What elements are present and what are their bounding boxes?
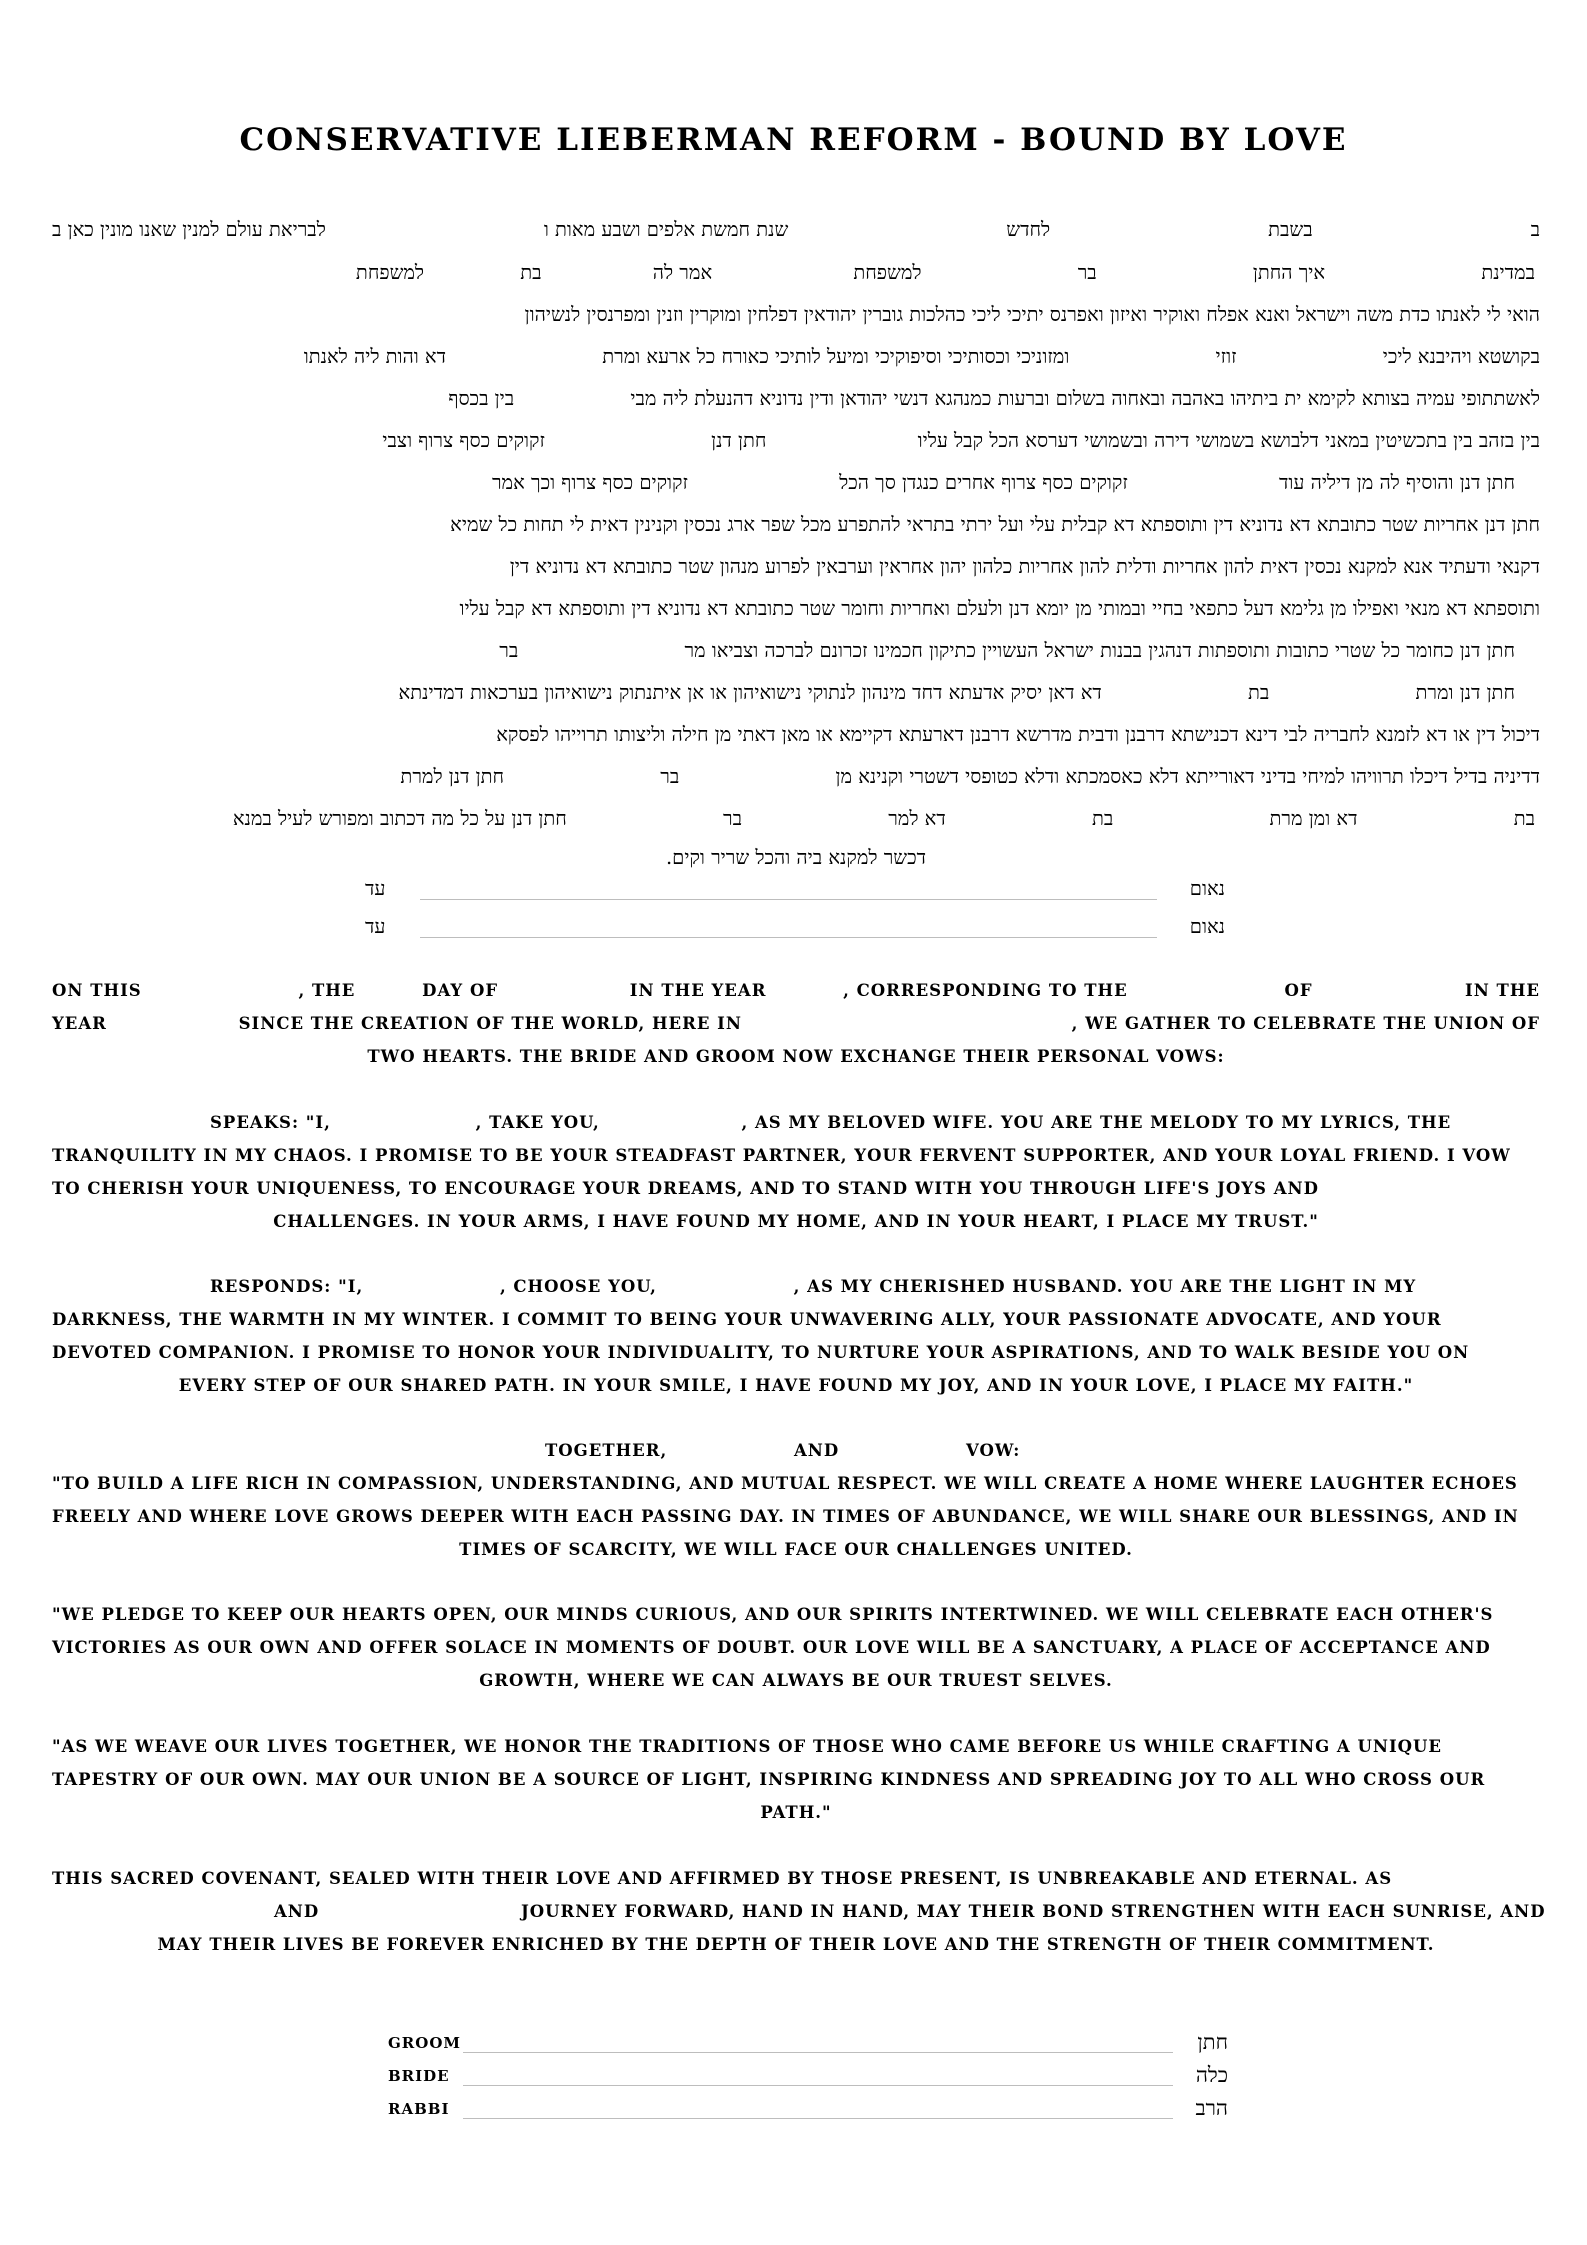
hebrew-line-4 xyxy=(52,345,1540,369)
hebrew-line-10: ותוספתא דא מנאי ואפילו מן גלימא דעל כתפאי בחיי ובמותי מן יומא דנן ולעלם ואחריות וחומר שטר כתובתא דא נדוניא דין ותוספתא דא קבל עליו xyxy=(459,597,1540,620)
hebrew-line-2 xyxy=(155,261,1535,285)
english-fragment: YEAR xyxy=(52,1014,107,1033)
english-p7-line-2 xyxy=(52,1902,1546,1921)
signature-label-en: RABBI xyxy=(388,2100,450,2118)
english-p3-line-2: DARKNESS, THE WARMTH IN MY WINTER. I COMMIT TO BEING YOUR UNWAVERING ALLY, YOUR PASSIONATE ADVOCATE, AND YOUR xyxy=(52,1310,1442,1329)
english-p5-line-1: "WE PLEDGE TO KEEP OUR HEARTS OPEN, OUR MINDS CURIOUS, AND OUR SPIRITS INTERTWINED. WE WILL CELEBRATE EACH OTHER'S xyxy=(52,1605,1494,1624)
hebrew-fragment: חתן דנן כחומר כל שטרי כתובות ותוספתות דנהגין בבנות ישראל העשויין כתיקון חכמינו זכרונם לברכה וצביאו מר xyxy=(684,639,1515,662)
hebrew-line-7 xyxy=(95,471,1515,495)
english-p2-line-1 xyxy=(52,1113,1540,1132)
english-p2-line-3: TO CHERISH YOUR UNIQUENESS, TO ENCOURAGE YOUR DREAMS, AND TO STAND WITH YOU THROUGH LIFE'S JOYS AND xyxy=(52,1179,1319,1198)
hebrew-fragment: דא למר xyxy=(888,807,946,830)
hebrew-fragment: חתן דנן והוסיף לה מן דיליה עוד xyxy=(1279,471,1515,494)
english-fragment: TOGETHER, xyxy=(545,1441,668,1460)
hebrew-fragment: בין בכסף xyxy=(448,387,515,410)
hebrew-fragment: בת xyxy=(1247,681,1270,704)
english-p6-line-1: "AS WE WEAVE OUR LIVES TOGETHER, WE HONOR THE TRADITIONS OF THOSE WHO CAME BEFORE US WHILE CRAFTING A UNIQUE xyxy=(52,1737,1442,1756)
witness-line-2 xyxy=(365,915,1225,945)
hebrew-fragment: למשפחת xyxy=(853,261,922,284)
hebrew-fragment: איך החתן xyxy=(1252,261,1326,284)
hebrew-fragment: בשבת xyxy=(1268,218,1313,241)
hebrew-line-16: דכשר למקנא ביה והכל שריר וקים. xyxy=(665,846,926,869)
hebrew-fragment: חתן דנן למרת xyxy=(400,765,505,788)
english-fragment: JOURNEY FORWARD, HAND IN HAND, MAY THEIR BOND STRENGTHEN WITH EACH SUNRISE, AND xyxy=(520,1902,1546,1921)
english-fragment: , TAKE YOU, xyxy=(475,1113,600,1132)
english-fragment: RESPONDS: "I, xyxy=(210,1277,364,1296)
english-p1-line-3: TWO HEARTS. THE BRIDE AND GROOM NOW EXCHANGE THEIR PERSONAL VOWS: xyxy=(367,1047,1225,1066)
english-p4-line-1: "TO BUILD A LIFE RICH IN COMPASSION, UNDERSTANDING, AND MUTUAL RESPECT. WE WILL CREATE A HOME WHERE LAUGHTER ECHOES xyxy=(52,1474,1518,1493)
signature-label-he: כלה xyxy=(1195,2063,1228,2087)
hebrew-fragment: שנת חמשת אלפים ושבע מאות ו xyxy=(543,218,789,241)
signature-label-en: GROOM xyxy=(388,2034,462,2052)
hebrew-line-5 xyxy=(52,387,1540,411)
english-fragment: , WE GATHER TO CELEBRATE THE UNION OF xyxy=(1071,1014,1540,1033)
english-p5-line-2: VICTORIES AS OUR OWN AND OFFER SOLACE IN MOMENTS OF DOUBT. OUR LOVE WILL BE A SANCTUARY, A PLACE OF ACCEPTANCE AND xyxy=(52,1638,1491,1657)
bride-signature-field[interactable] xyxy=(463,2085,1173,2086)
hebrew-fragment: ב xyxy=(1530,218,1540,241)
hebrew-fragment: חתן דנן על כל מה דכתוב ומפורש לעיל במנא xyxy=(232,807,567,830)
english-fragment: DAY OF xyxy=(422,981,499,1000)
english-fragment: , THE xyxy=(298,981,356,1000)
hebrew-fragment: בר xyxy=(723,807,743,830)
hebrew-fragment: בקושטא ויהיבנא ליכי xyxy=(1382,345,1540,368)
hebrew-line-1 xyxy=(52,218,1540,242)
hebrew-fragment: ומזוניכי וכסותיכי וסיפוקיכי ומיעל לותיכי כאורח כל ארעא ומרת xyxy=(602,345,1070,368)
hebrew-fragment: בת xyxy=(1513,807,1535,830)
english-p7-line-1: THIS SACRED COVENANT, SEALED WITH THEIR LOVE AND AFFIRMED BY THOSE PRESENT, IS UNBREAKABLE AND ETERNAL. AS xyxy=(52,1869,1393,1888)
hebrew-fragment: בת xyxy=(520,261,542,284)
english-p6-line-2: TAPESTRY OF OUR OWN. MAY OUR UNION BE A SOURCE OF LIGHT, INSPIRING KINDNESS AND SPREADING JOY TO ALL WHO CROSS OUR xyxy=(52,1770,1486,1789)
hebrew-line-3: הואי לי לאנתו כדת משה וישראל ואנא אפלח ואוקיר ואיזון ואפרנס יתיכי ליכי כהלכות גוברין יהודאין דפלחין ומוקרין וזנין ומפרנסין לנשיהון xyxy=(524,303,1540,326)
hebrew-fragment: בין בזהב בין בתכשיטין במאני דלבושא בשמושי דירה ובשמושי דערסא הכל קבל עליו xyxy=(917,429,1540,452)
hebrew-fragment: דא והות ליה לאנתו xyxy=(303,345,447,368)
hebrew-line-15 xyxy=(135,807,1535,831)
hebrew-fragment: דדיניה בדיל דיכלו תרוויהו למיחי בדיני דאורייתא דלא כאסמכתא ודלא כטופסי דשטרי וקנינא מן xyxy=(835,765,1540,788)
hebrew-fragment: בר xyxy=(1077,261,1097,284)
hebrew-fragment: לאשתתופי עמיה בצותא לקימא ית ביתיהו באהבה ובאחוה בשלום וברעות כמנהגא דנשי יהודאן ודין נדוניא דהנעלת ליה מבי xyxy=(630,387,1540,410)
hebrew-fragment: זקוקים כסף צרוף וצבי xyxy=(382,429,545,452)
hebrew-line-13: דיכול דין או דא לזמנא לחבריה לבי דינא דכנישתא דרבנן ודבית מדרשא דרבנן דארעתא דקיימא או מאן דאתי מן חילה וליצותו תרוייהו לפסקא xyxy=(496,723,1540,746)
hebrew-fragment: במדינת xyxy=(1481,261,1535,284)
english-fragment: AND xyxy=(274,1902,320,1921)
signature-label-he: הרב xyxy=(1195,2096,1228,2120)
hebrew-line-11 xyxy=(95,639,1515,663)
english-fragment: , CHOOSE YOU, xyxy=(499,1277,657,1296)
hebrew-line-8: חתן דנן אחריות שטר כתובתא דא נדוניא דין ותוספתא דא קבלית עלי ועל ירתי בתראי להתפרע מכל שפר ארג נכסין וקנינין דאית לי תחות כל שמיא xyxy=(450,513,1540,536)
witness-label-left: עד xyxy=(365,877,386,900)
english-fragment: VOW: xyxy=(965,1441,1021,1460)
rabbi-signature-field[interactable] xyxy=(463,2118,1173,2119)
english-fragment: SPEAKS: "I, xyxy=(210,1113,331,1132)
hebrew-fragment: דא דאן יסיק אדעתא דחד מינהון לנתוקי נישואיהון או אן איתנתוק נישואיהון בערכאות דמדינתא xyxy=(398,681,1102,704)
hebrew-fragment: אמר לה xyxy=(652,261,713,284)
witness-signature-field[interactable] xyxy=(420,899,1157,900)
signature-bride xyxy=(388,2063,1228,2093)
english-p6-line-3: PATH." xyxy=(760,1803,832,1822)
witness-line-1 xyxy=(365,877,1225,907)
signature-label-he: חתן xyxy=(1197,2030,1228,2054)
hebrew-fragment: חתן דנן ומרת xyxy=(1415,681,1515,704)
english-p4-line-3: TIMES OF SCARCITY, WE WILL FACE OUR CHALLENGES UNITED. xyxy=(459,1540,1133,1559)
english-p7-line-3: MAY THEIR LIVES BE FOREVER ENRICHED BY THE DEPTH OF THEIR LOVE AND THE STRENGTH OF THEIR COMMITMENT. xyxy=(157,1935,1435,1954)
hebrew-line-12 xyxy=(95,681,1515,705)
english-fragment: SINCE THE CREATION OF THE WORLD, HERE IN xyxy=(238,1014,742,1033)
signature-groom xyxy=(388,2030,1228,2060)
english-fragment: , AS MY BELOVED WIFE. YOU ARE THE MELODY TO MY LYRICS, THE xyxy=(741,1113,1452,1132)
hebrew-line-6 xyxy=(52,429,1540,453)
hebrew-fragment: בר xyxy=(660,765,680,788)
signature-label-en: BRIDE xyxy=(388,2067,450,2085)
witness-label-right: נאום xyxy=(1189,915,1225,938)
hebrew-fragment: בר xyxy=(499,639,519,662)
english-p2-line-2: TRANQUILITY IN MY CHAOS. I PROMISE TO BE YOUR STEADFAST PARTNER, YOUR FERVENT SUPPORTER, AND YOUR LOYAL FRIEND. I VOW xyxy=(52,1146,1511,1165)
english-fragment: , AS MY CHERISHED HUSBAND. YOU ARE THE LIGHT IN MY xyxy=(793,1277,1417,1296)
witness-label-left: עד xyxy=(365,915,386,938)
english-fragment: ON THIS xyxy=(52,981,142,1000)
english-fragment: OF xyxy=(1284,981,1313,1000)
document-title: CONSERVATIVE LIEBERMAN REFORM - BOUND BY LOVE xyxy=(239,122,1348,158)
english-fragment: AND xyxy=(793,1441,840,1460)
hebrew-fragment: זקוקים כסף צרוף אחרים כנגדן סך הכל xyxy=(839,471,1128,494)
hebrew-line-9: דקנאי ודעתיד אנא למקנא נכסין דאית להון אחריות ודלית להון אחריות כלהון יהון אחראין וערבאין לפרוע מנהון שטר כתובתא דא נדוניא דין xyxy=(509,555,1540,578)
hebrew-fragment: בת xyxy=(1091,807,1114,830)
english-p1-line-1 xyxy=(52,981,1540,1000)
english-p3-line-3: DEVOTED COMPANION. I PROMISE TO HONOR YOUR INDIVIDUALITY, TO NURTURE YOUR ASPIRATIONS, AND TO WALK BESIDE YOU ON xyxy=(52,1343,1470,1362)
hebrew-fragment: למשפחת xyxy=(355,261,425,284)
witness-label-right: נאום xyxy=(1189,877,1225,900)
english-p3-line-4: EVERY STEP OF OUR SHARED PATH. IN YOUR SMILE, I HAVE FOUND MY JOY, AND IN YOUR LOVE, I PLACE MY FAITH." xyxy=(178,1376,1414,1395)
english-fragment: , CORRESPONDING TO THE xyxy=(843,981,1128,1000)
hebrew-fragment: דא ומן מרת xyxy=(1269,807,1358,830)
groom-signature-field[interactable] xyxy=(463,2052,1173,2053)
hebrew-fragment: לבריאת עולם למנין שאנו מונין כאן ב xyxy=(52,218,326,241)
hebrew-fragment: זוזי xyxy=(1215,345,1237,368)
english-p5-line-3: GROWTH, WHERE WE CAN ALWAYS BE OUR TRUEST SELVES. xyxy=(479,1671,1113,1690)
english-fragment: IN THE YEAR xyxy=(629,981,767,1000)
english-p3-line-1 xyxy=(52,1277,1540,1296)
hebrew-fragment: חתן דנן xyxy=(711,429,767,452)
hebrew-fragment: לחדש xyxy=(1006,218,1051,241)
witness-signature-field[interactable] xyxy=(420,937,1157,938)
english-p1-line-2 xyxy=(52,1014,1540,1033)
english-p2-line-4: CHALLENGES. IN YOUR ARMS, I HAVE FOUND MY HOME, AND IN YOUR HEART, I PLACE MY TRUST." xyxy=(273,1212,1319,1231)
signature-rabbi xyxy=(388,2096,1228,2126)
english-p4-heading xyxy=(545,1441,1145,1460)
english-p4-line-2: FREELY AND WHERE LOVE GROWS DEEPER WITH EACH PASSING DAY. IN TIMES OF ABUNDANCE, WE WILL SHARE OUR BLESSINGS, AND IN xyxy=(52,1507,1519,1526)
hebrew-line-14 xyxy=(52,765,1540,789)
hebrew-fragment: זקוקים כסף צרוף וכך אמר xyxy=(491,471,688,494)
english-fragment: IN THE xyxy=(1465,981,1540,1000)
